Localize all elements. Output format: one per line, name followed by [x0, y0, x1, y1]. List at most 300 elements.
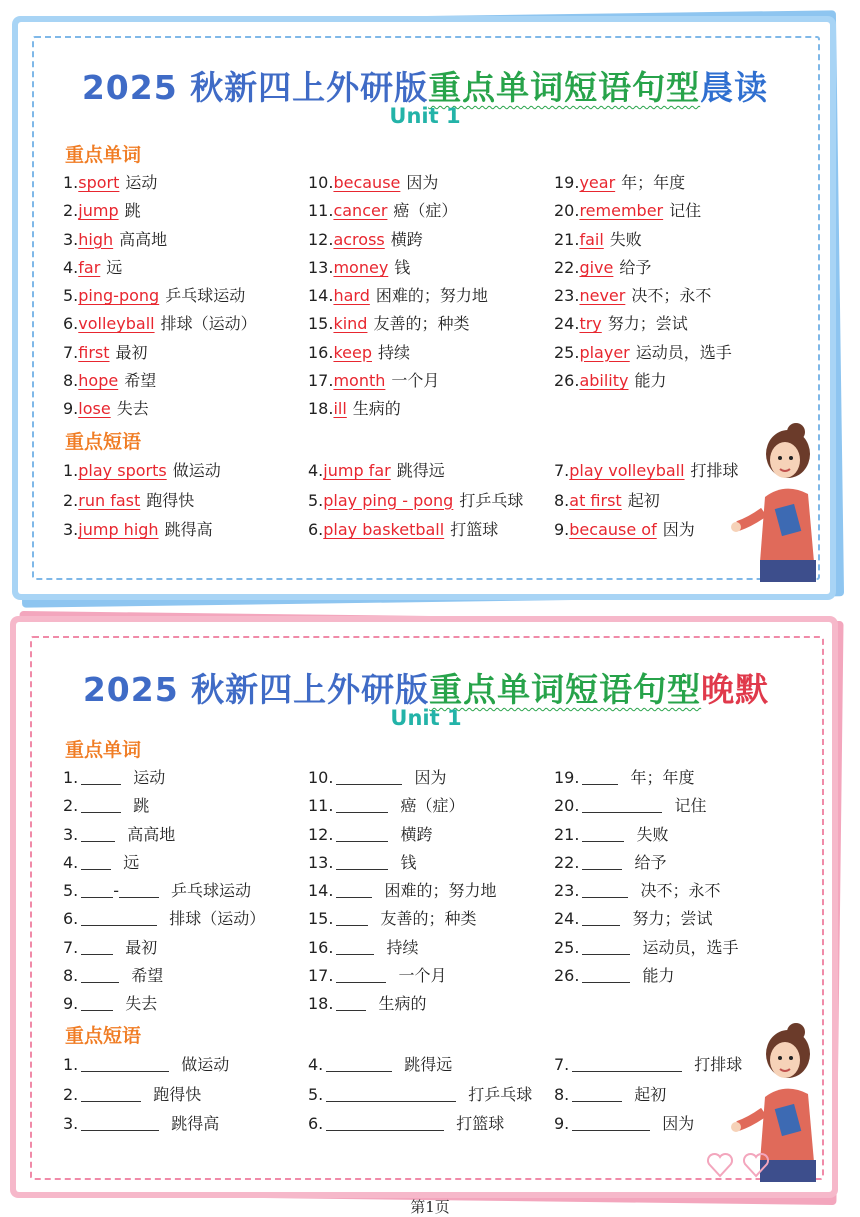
meaning-text: 癌（症） — [393, 201, 458, 221]
item-number: 13. — [308, 257, 334, 277]
answer-blank[interactable] — [582, 881, 628, 898]
meaning-text: 打排球 — [694, 1055, 743, 1074]
page-title — [10, 62, 840, 109]
word-text: hope — [78, 371, 119, 391]
answer-blank[interactable] — [582, 768, 618, 785]
word-text: cancer — [333, 201, 388, 221]
hearts-decoration — [706, 1152, 776, 1178]
meaning-text: 癌（症） — [400, 796, 465, 816]
phrase-text: play volleyball — [569, 461, 685, 480]
meaning-text: 跳 — [124, 201, 141, 221]
phrase-item — [554, 515, 739, 545]
meaning-text: 持续 — [378, 342, 411, 362]
phrase-item — [308, 1050, 532, 1080]
word-text: far — [78, 257, 101, 277]
meaning-text: 打乒乓球 — [459, 490, 524, 510]
words-heading: 重点单词 — [65, 739, 142, 761]
answer-blank[interactable] — [572, 1114, 650, 1131]
meaning-text: 跳得远 — [404, 1055, 453, 1074]
item-number: 5. — [308, 1084, 324, 1104]
item-number: 1. — [63, 1055, 79, 1074]
item-number: 15. — [308, 314, 334, 334]
word-column-1 — [63, 764, 265, 1019]
answer-blank[interactable] — [81, 966, 119, 983]
word-item — [308, 821, 496, 849]
answer-blank[interactable] — [336, 853, 388, 870]
item-number: 2. — [63, 1084, 79, 1104]
word-text: money — [333, 257, 389, 277]
meaning-text: 决不；永不 — [640, 881, 721, 901]
meaning-text: 困难的；努力地 — [375, 286, 488, 306]
item-number: 3. — [63, 229, 79, 249]
meaning-text: 因为 — [662, 1114, 695, 1133]
meaning-text: 打篮球 — [450, 520, 499, 539]
item-number: 24. — [554, 314, 580, 334]
meaning-text: 排球（运动） — [169, 909, 266, 929]
evening-card — [8, 612, 844, 1202]
answer-blank[interactable] — [336, 938, 374, 955]
phrase-item — [554, 456, 739, 486]
phrase-item — [63, 456, 221, 486]
word-item — [554, 310, 732, 338]
meaning-text: 失败 — [609, 229, 642, 249]
meaning-text: 生病的 — [352, 399, 401, 419]
meaning-text: 远 — [123, 852, 140, 872]
morning-card — [10, 12, 840, 604]
phrase-item — [308, 1080, 532, 1110]
item-number: 23. — [554, 881, 580, 901]
title-part-1: 2025 秋新四上外研版 — [81, 68, 429, 107]
item-number: 5. — [308, 490, 324, 510]
item-number: 8. — [554, 1084, 570, 1104]
word-item — [554, 169, 732, 197]
answer-blank[interactable] — [81, 796, 121, 813]
word-item — [554, 962, 738, 990]
meaning-text: 给予 — [619, 257, 652, 277]
item-number: 19. — [554, 768, 580, 787]
phrase-item — [554, 1080, 742, 1110]
word-item — [63, 226, 257, 254]
item-number: 7. — [63, 342, 79, 362]
word-text: kind — [333, 314, 368, 334]
meaning-text: 持续 — [386, 937, 419, 957]
meaning-text: 生病的 — [378, 994, 427, 1014]
item-number: 14. — [308, 286, 334, 306]
meaning-text: 跳得远 — [396, 461, 445, 480]
word-item — [63, 395, 257, 423]
word-text: first — [78, 342, 110, 362]
word-column-3 — [554, 169, 732, 395]
phrase-item — [63, 486, 221, 516]
item-number: 16. — [308, 937, 334, 957]
meaning-text: 失去 — [116, 399, 149, 419]
word-text: fail — [579, 229, 604, 249]
item-number: 21. — [554, 824, 580, 844]
answer-blank[interactable] — [336, 881, 372, 898]
meaning-text: 能力 — [634, 371, 667, 391]
word-text: because — [333, 173, 401, 192]
meaning-text: 一个月 — [398, 966, 447, 986]
phrase-text: play basketball — [323, 520, 445, 539]
word-item — [63, 792, 265, 820]
teacher-illustration — [730, 422, 830, 582]
word-item — [554, 905, 738, 933]
word-item — [308, 395, 488, 423]
word-item — [554, 792, 738, 820]
meaning-text: 友善的；种类 — [380, 909, 477, 929]
item-number: 3. — [63, 1114, 79, 1133]
phrases-heading: 重点短语 — [65, 1025, 142, 1047]
item-number: 6. — [308, 1114, 324, 1133]
answer-blank[interactable] — [336, 768, 402, 785]
word-text: hard — [333, 286, 370, 306]
item-number: 21. — [554, 229, 580, 249]
meaning-text: 横跨 — [390, 229, 423, 249]
item-number: 8. — [554, 490, 570, 510]
item-number: 9. — [63, 399, 79, 419]
answer-blank[interactable] — [81, 768, 121, 785]
answer-blank[interactable] — [572, 1055, 682, 1072]
answer-blank[interactable] — [81, 909, 157, 926]
item-number: 13. — [308, 852, 334, 872]
word-text: sport — [78, 173, 120, 192]
phrase-item — [554, 1050, 742, 1080]
item-number: 8. — [63, 371, 79, 391]
phrase-item — [308, 515, 523, 545]
item-number: 7. — [554, 1055, 570, 1074]
word-item — [63, 877, 265, 905]
item-number: 12. — [308, 229, 334, 249]
word-item — [554, 282, 732, 310]
word-item — [63, 282, 257, 310]
phrase-text: jump far — [323, 461, 391, 480]
item-number: 10. — [308, 768, 334, 787]
word-item — [554, 339, 732, 367]
page-title — [8, 664, 844, 711]
word-column-1 — [63, 169, 257, 424]
phrase-column-3 — [554, 456, 739, 545]
word-item — [63, 764, 265, 792]
word-text: month — [333, 371, 386, 391]
item-number: 1. — [63, 173, 79, 192]
word-item — [554, 254, 732, 282]
word-item — [308, 764, 496, 792]
phrase-text: play sports — [78, 461, 167, 480]
meaning-text: 年；年度 — [621, 173, 686, 192]
word-item — [308, 226, 488, 254]
meaning-text: 排球（运动） — [160, 314, 257, 334]
meaning-text: 起初 — [627, 490, 660, 510]
meaning-text: 决不；永不 — [631, 286, 712, 306]
answer-blank[interactable] — [81, 1055, 169, 1072]
phrase-column-3 — [554, 1050, 742, 1139]
word-item — [308, 849, 496, 877]
word-item — [308, 792, 496, 820]
word-item — [308, 367, 488, 395]
item-number: 20. — [554, 201, 580, 221]
item-number: 3. — [63, 520, 79, 539]
item-number: 25. — [554, 937, 580, 957]
word-item — [63, 367, 257, 395]
answer-blank[interactable] — [572, 1085, 622, 1102]
meaning-text: 钱 — [394, 257, 411, 277]
word-text: lose — [78, 399, 111, 419]
phrase-item — [63, 515, 221, 545]
answer-blank[interactable] — [582, 938, 630, 955]
item-number: 17. — [308, 966, 334, 986]
word-item — [308, 169, 488, 197]
meaning-text: 乒乓球运动 — [165, 286, 246, 306]
meaning-text: 因为 — [662, 520, 695, 539]
phrase-column-1 — [63, 456, 221, 545]
item-number: 14. — [308, 881, 334, 901]
answer-blank[interactable] — [81, 1085, 141, 1102]
answer-blank[interactable] — [326, 1055, 392, 1072]
meaning-text: 运动员，选手 — [635, 342, 732, 362]
hyphen-text: - — [113, 881, 120, 901]
word-item — [554, 877, 738, 905]
phrase-text: jump high — [78, 520, 159, 539]
word-text: keep — [333, 342, 372, 362]
word-item — [308, 197, 488, 225]
item-number: 16. — [308, 342, 334, 362]
word-item — [63, 197, 257, 225]
meaning-text: 钱 — [400, 852, 417, 872]
item-number: 1. — [63, 768, 79, 787]
word-item — [308, 877, 496, 905]
word-item — [308, 990, 496, 1018]
item-number: 19. — [554, 173, 580, 192]
meaning-text: 友善的；种类 — [373, 314, 470, 334]
title-part-2: 重点单词短语句型 — [429, 670, 702, 709]
answer-blank[interactable] — [336, 966, 386, 983]
word-text: try — [579, 314, 602, 334]
word-item — [308, 934, 496, 962]
item-number: 22. — [554, 257, 580, 277]
word-item — [63, 849, 265, 877]
meaning-text: 做运动 — [172, 461, 221, 480]
item-number: 3. — [63, 824, 79, 844]
item-number: 4. — [63, 257, 79, 277]
item-number: 7. — [63, 937, 79, 957]
item-number: 6. — [63, 909, 79, 929]
word-column-3 — [554, 764, 738, 990]
item-number: 6. — [63, 314, 79, 334]
item-number: 1. — [63, 461, 79, 480]
word-text: remember — [579, 201, 664, 221]
answer-blank[interactable] — [582, 853, 622, 870]
phrases-heading: 重点短语 — [65, 431, 142, 453]
phrase-item — [308, 1109, 532, 1139]
meaning-text: 跳得高 — [164, 520, 213, 539]
meaning-text: 努力；尝试 — [632, 909, 713, 929]
word-text: high — [78, 229, 114, 249]
item-number: 4. — [63, 852, 79, 872]
meaning-text: 记住 — [669, 201, 702, 221]
meaning-text: 跳 — [133, 796, 150, 816]
word-text: volleyball — [78, 314, 155, 334]
answer-blank[interactable] — [336, 796, 388, 813]
word-item — [63, 254, 257, 282]
meaning-text: 最初 — [125, 937, 158, 957]
meaning-text: 横跨 — [400, 824, 433, 844]
phrase-item — [63, 1109, 229, 1139]
word-item — [63, 934, 265, 962]
item-number: 15. — [308, 909, 334, 929]
item-number: 12. — [308, 824, 334, 844]
meaning-text: 起初 — [634, 1084, 667, 1104]
answer-blank[interactable] — [582, 825, 624, 842]
item-number: 24. — [554, 909, 580, 929]
word-item — [308, 310, 488, 338]
answer-blank[interactable] — [336, 909, 368, 926]
answer-blank[interactable] — [326, 1114, 444, 1131]
item-number: 2. — [63, 796, 79, 816]
title-part-2: 重点单词短语句型 — [428, 68, 701, 107]
page-footer: 第1页 — [410, 1198, 450, 1216]
phrase-item — [308, 486, 523, 516]
meaning-text: 打篮球 — [456, 1114, 505, 1133]
phrase-text: because of — [569, 520, 657, 539]
word-text: year — [579, 173, 616, 192]
word-item — [63, 821, 265, 849]
word-text: ill — [333, 399, 347, 419]
phrase-column-2 — [308, 1050, 532, 1139]
answer-blank[interactable] — [582, 796, 662, 813]
title-part-1: 2025 秋新四上外研版 — [82, 670, 430, 709]
word-item — [554, 934, 738, 962]
meaning-text: 失去 — [125, 994, 158, 1014]
meaning-text: 高高地 — [119, 229, 168, 249]
word-item — [554, 821, 738, 849]
item-number: 5. — [63, 881, 79, 901]
meaning-text: 希望 — [124, 371, 157, 391]
meaning-text: 跑得快 — [153, 1084, 202, 1104]
item-number: 2. — [63, 490, 79, 510]
phrase-column-1 — [63, 1050, 229, 1139]
answer-blank[interactable] — [119, 881, 159, 898]
word-text: ability — [579, 371, 629, 391]
item-number: 26. — [554, 966, 580, 986]
words-heading: 重点单词 — [65, 144, 142, 166]
answer-blank[interactable] — [582, 909, 620, 926]
word-item — [554, 226, 732, 254]
phrase-text: at first — [569, 490, 622, 510]
item-number: 18. — [308, 994, 334, 1014]
item-number: 6. — [308, 520, 324, 539]
word-text: give — [579, 257, 614, 277]
phrase-item — [63, 1080, 229, 1110]
meaning-text: 运动 — [133, 768, 166, 787]
item-number: 4. — [308, 1055, 324, 1074]
item-number: 9. — [554, 1114, 570, 1133]
word-item — [63, 990, 265, 1018]
meaning-text: 困难的；努力地 — [384, 881, 497, 901]
phrase-item — [308, 456, 523, 486]
meaning-text: 跑得快 — [146, 490, 195, 510]
answer-blank[interactable] — [81, 1114, 159, 1131]
meaning-text: 乒乓球运动 — [171, 881, 252, 901]
phrase-text: play ping - pong — [323, 490, 454, 510]
meaning-text: 打乒乓球 — [468, 1084, 533, 1104]
word-item — [554, 849, 738, 877]
item-number: 11. — [308, 796, 334, 816]
meaning-text: 运动 — [125, 173, 158, 192]
title-part-3: 晨读 — [700, 68, 769, 107]
meaning-text: 希望 — [131, 966, 164, 986]
word-column-2 — [308, 764, 496, 1019]
answer-blank[interactable] — [336, 825, 388, 842]
item-number: 9. — [554, 520, 570, 539]
item-number: 7. — [554, 461, 570, 480]
word-item — [554, 367, 732, 395]
answer-blank[interactable] — [81, 938, 113, 955]
answer-blank[interactable] — [582, 966, 630, 983]
word-text: ping-pong — [78, 286, 160, 306]
meaning-text: 给予 — [634, 852, 667, 872]
phrase-item — [63, 1050, 229, 1080]
word-text: player — [579, 342, 630, 362]
item-number: 18. — [308, 399, 334, 419]
item-number: 26. — [554, 371, 580, 391]
meaning-text: 努力；尝试 — [607, 314, 688, 334]
phrase-column-2 — [308, 456, 523, 545]
item-number: 25. — [554, 342, 580, 362]
meaning-text: 能力 — [642, 966, 675, 986]
word-item — [308, 339, 488, 367]
answer-blank[interactable] — [326, 1085, 456, 1102]
item-number: 8. — [63, 966, 79, 986]
word-text: across — [333, 229, 385, 249]
word-item — [308, 905, 496, 933]
answer-blank[interactable] — [336, 994, 366, 1011]
meaning-text: 远 — [106, 257, 123, 277]
answer-blank[interactable] — [81, 825, 115, 842]
item-number: 20. — [554, 796, 580, 816]
item-number: 2. — [63, 201, 79, 221]
meaning-text: 跳得高 — [171, 1114, 220, 1133]
meaning-text: 因为 — [414, 768, 447, 787]
title-part-3: 晚默 — [701, 670, 770, 709]
word-item — [308, 282, 488, 310]
phrase-item — [554, 1109, 742, 1139]
phrase-item — [554, 486, 739, 516]
meaning-text: 最初 — [115, 342, 148, 362]
meaning-text: 运动员，选手 — [642, 937, 739, 957]
answer-blank[interactable] — [81, 881, 113, 898]
word-item — [63, 169, 257, 197]
word-text: jump — [78, 201, 119, 221]
meaning-text: 年；年度 — [630, 768, 695, 787]
item-number: 5. — [63, 286, 79, 306]
word-item — [554, 764, 738, 792]
meaning-text: 打排球 — [690, 461, 739, 480]
word-item — [63, 339, 257, 367]
answer-blank[interactable] — [81, 994, 113, 1011]
meaning-text: 因为 — [406, 173, 439, 192]
word-item — [308, 962, 496, 990]
item-number: 22. — [554, 852, 580, 872]
word-text: never — [579, 286, 626, 306]
meaning-text: 高高地 — [127, 824, 176, 844]
item-number: 17. — [308, 371, 334, 391]
phrase-text: run fast — [78, 490, 141, 510]
item-number: 9. — [63, 994, 79, 1014]
item-number: 4. — [308, 461, 324, 480]
answer-blank[interactable] — [81, 853, 111, 870]
meaning-text: 失败 — [636, 824, 669, 844]
word-item — [63, 310, 257, 338]
